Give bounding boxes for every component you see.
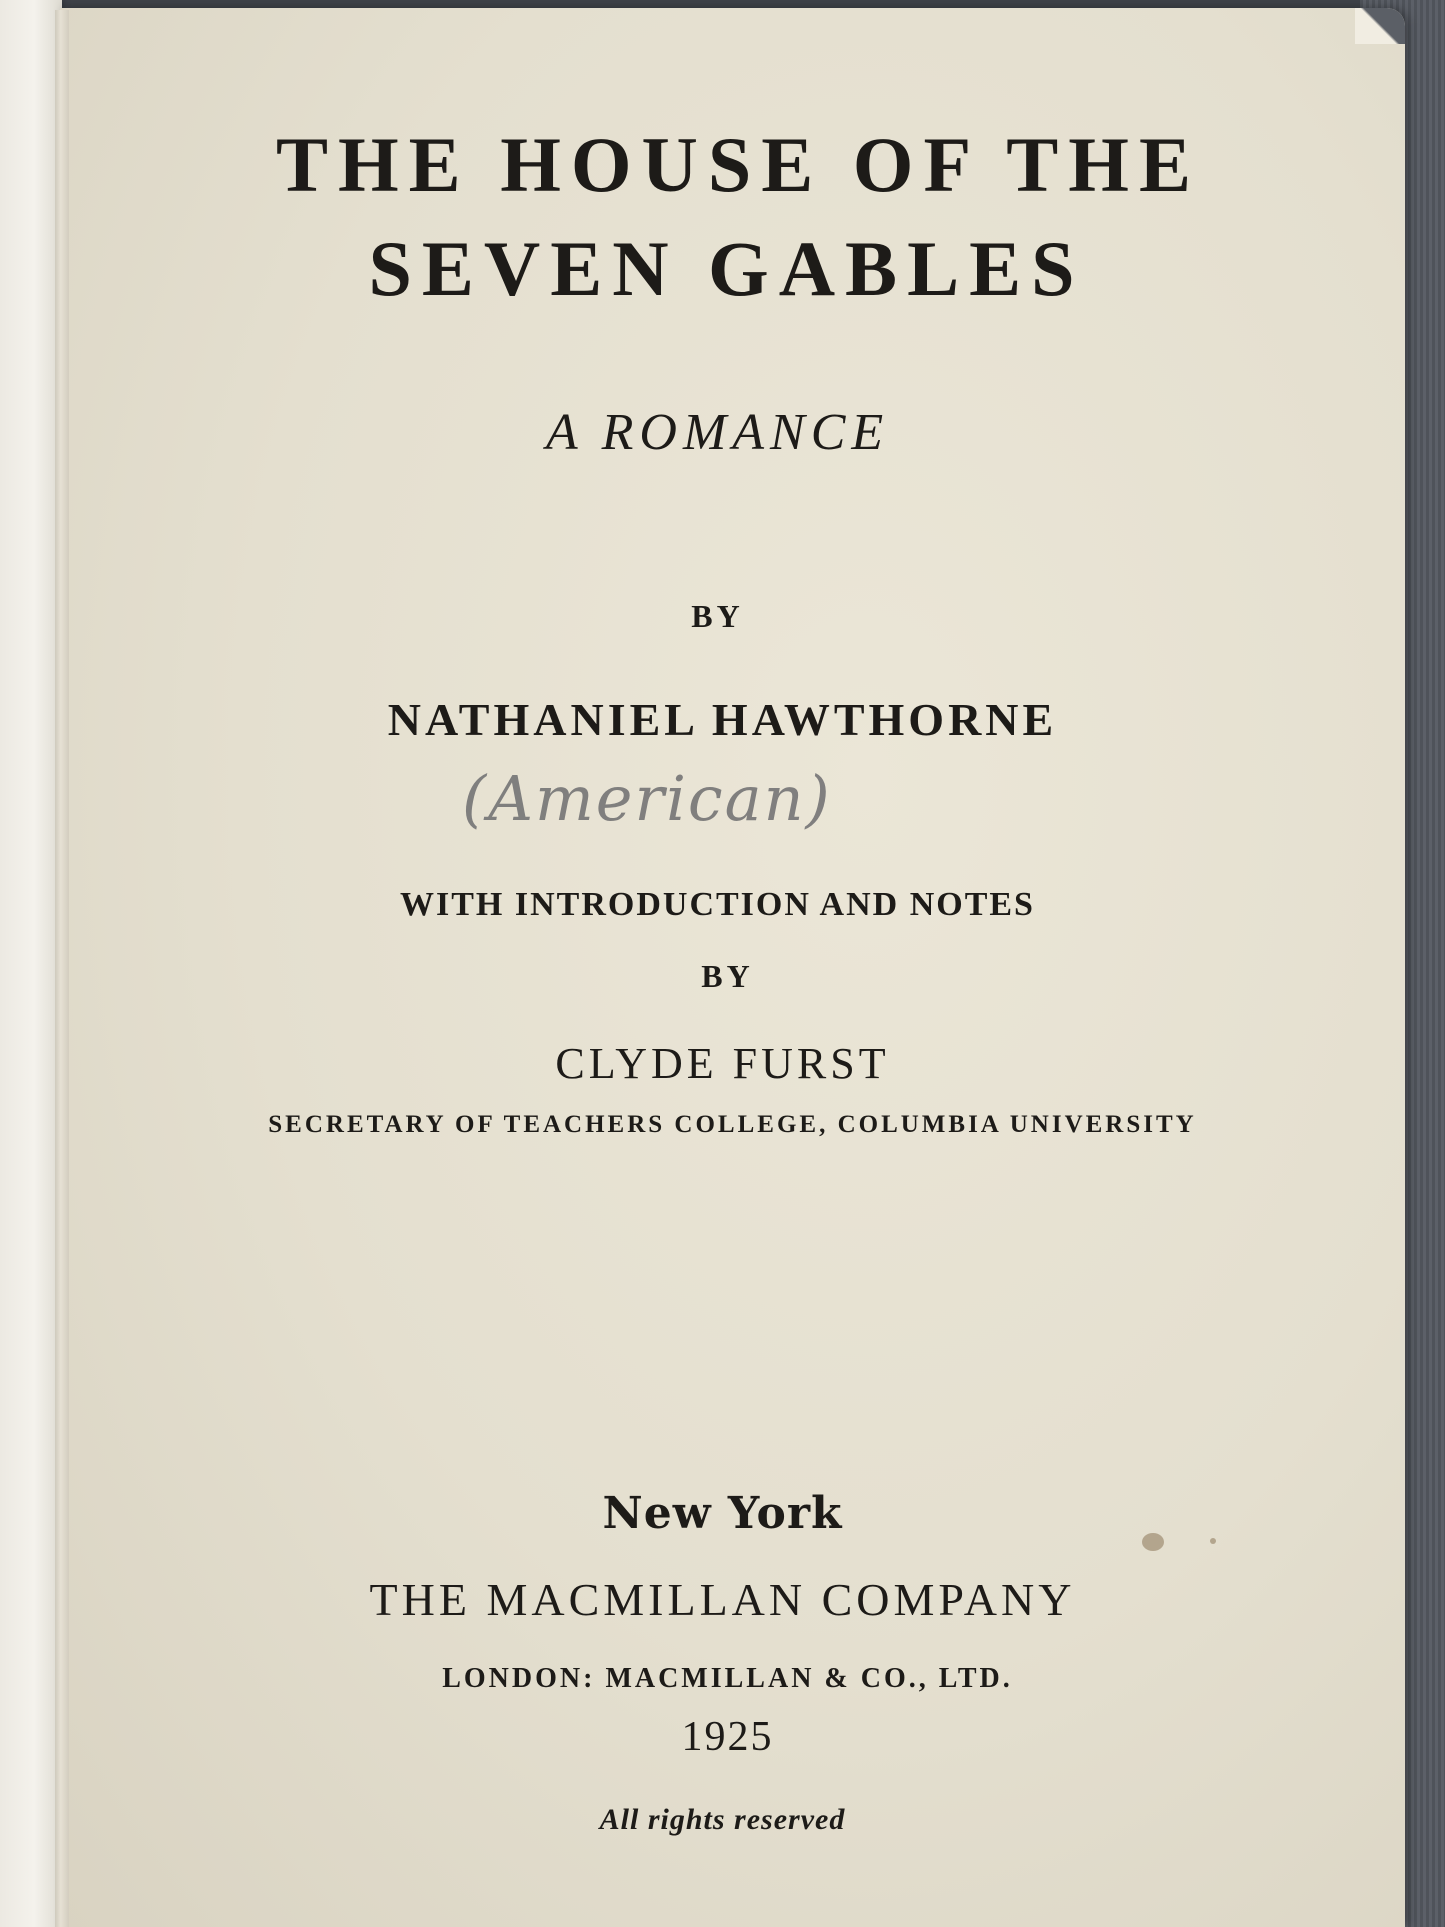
editor-name: CLYDE FURST — [555, 1039, 890, 1088]
title-page — [60, 8, 1405, 1927]
by-label: BY — [691, 598, 744, 634]
page-gutter — [55, 10, 69, 1927]
handwritten-note — [452, 750, 892, 850]
book-subtitle: A ROMANCE — [545, 404, 890, 461]
introduction-line: WITH INTRODUCTION AND NOTES — [400, 886, 1035, 923]
book-title-line-2: SEVEN GABLES — [368, 225, 1085, 312]
book-title-line-1: THE HOUSE OF THE — [275, 121, 1202, 208]
page-corner — [1355, 8, 1405, 44]
foxing-spot — [1142, 1533, 1164, 1551]
foxing-spot — [1210, 1538, 1216, 1544]
publication-city: New York — [602, 1488, 843, 1539]
publication-year: 1925 — [681, 1714, 774, 1760]
london-imprint: LONDON: MACMILLAN & CO., LTD. — [442, 1663, 1013, 1694]
publisher-name: THE MACMILLAN COMPANY — [369, 1574, 1076, 1625]
author-name: NATHANIEL HAWTHORNE — [387, 694, 1058, 745]
previous-page-edge — [0, 0, 62, 1927]
editor-affiliation: SECRETARY OF TEACHERS COLLEGE, COLUMBIA UNIVERSITY — [268, 1111, 1197, 1138]
handwritten-note-text: (American) — [462, 762, 832, 835]
by-label-2: BY — [701, 958, 754, 994]
rights-notice: All rights reserved — [599, 1803, 846, 1836]
